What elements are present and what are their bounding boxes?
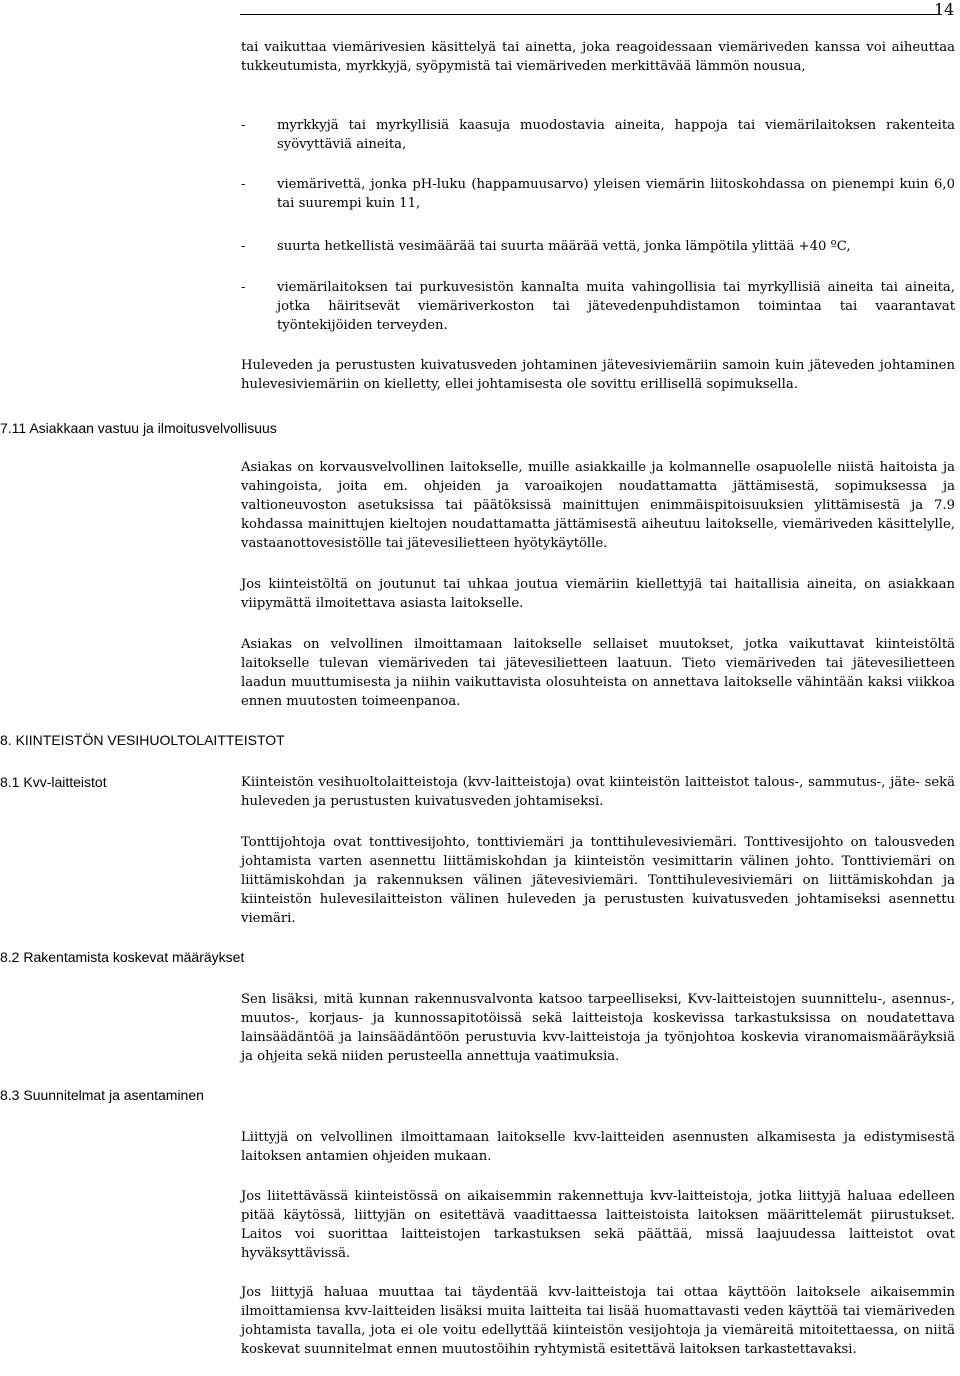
list-item-text: viemärivettä, jonka pH-luku (happamuusarvo) yleisen viemärin liitoskohdassa on pienempi kuin 6,0 tai suurempi kuin 11,	[277, 177, 955, 211]
list-item	[241, 278, 955, 335]
paragraph: Sen lisäksi, mitä kunnan rakennusvalvonta katsoo tarpeelliseksi, Kvv-laitteistojen suunnittelu-, asennus-, muutos-, korjaus- ja kunnossapitotöissä sekä laitteistoja koskevissa tarkastuksissa on noudatettava lainsäädäntöä ja lainsäädäntöön perustuvia kvv-laitteistoja ja työnjohtoa koskevia viranomaismääräyksiä ja ohjeita sekä niiden perusteella annettuja vaatimuksia.	[241, 992, 955, 1064]
intro-continuation: tai vaikuttaa viemärivesien käsittelyä tai ainetta, joka reagoidessaan viemäriveden kanssa voi aiheuttaa tukkeutumista, myrkkyjä, syöpymistä tai viemäriveden merkittävää lämmön nousua,	[241, 40, 955, 74]
paragraph: Jos kiinteistöltä on joutunut tai uhkaa joutua viemäriin kiellettyjä tai haitallisia aineita, on asiakkaan viipymättä ilmoitettava asiasta laitokselle.	[241, 577, 955, 611]
paragraph: Asiakas on velvollinen ilmoittamaan laitokselle sellaiset muutokset, jotka vaikuttavat kiinteistöltä laitokselle tulevan viemäriveden tai jätevesilietteen laatuun. Tieto viemäriveden tai jätevesilietteen laadun muuttumisesta ja niihin vaikuttavista olosuhteista on annettava laitokselle vähintään kaksi viikkoa ennen muutosten toimeenpanoa.	[241, 637, 955, 709]
list-item	[241, 237, 955, 256]
list-item-text: viemärilaitoksen tai purkuvesistön kannalta muita vahingollisia tai myrkyllisiä aineita tai aineita, jotka häiritsevät viemäriverkoston tai jätevedenpuhdistamon toimintaa tai vaarantavat työntekijöiden terveyden.	[277, 280, 955, 333]
bullet-dash: -	[241, 177, 246, 192]
stormwater-paragraph: Huleveden ja perustusten kuivatusveden johtaminen jätevesiviemäriin samoin kuin jäteveden johtaminen hulevesiviemäriin on kielletty, ellei johtamisesta ole sovittu erillisellä sopimuksella.	[241, 358, 955, 392]
section-heading-8-2: 8.2 Rakentamista koskevat määräykset	[0, 949, 245, 965]
bullet-dash: -	[241, 118, 246, 133]
paragraph: Jos liittyjä haluaa muuttaa tai täydentää kvv-laitteistoja tai ottaa käyttöön laitoksele aikaisemmin ilmoittamiensa kvv-laitteiden lisäksi muita laitteita tai lisää huomattavasti veden käyttöä tai viemäriveden johtamista tavalla, jota ei ole voitu edellyttää kiinteistön vesijohtoja ja viemäreitä mitoitettaessa, on niitä koskevat suunnitelmat ennen muutostöihin ryhtymistä esitettävä laitoksen tarkastettavaksi.	[241, 1285, 955, 1357]
list-item-text: myrkkyjä tai myrkyllisiä kaasuja muodostavia aineita, happoja tai viemärilaitoksen rakenteita syövyttäviä aineita,	[277, 118, 955, 152]
paragraph: Liittyjä on velvollinen ilmoittamaan laitokselle kvv-laitteiden asennusten alkamisesta ja edistymisestä laitoksen antamien ohjeiden mukaan.	[241, 1130, 955, 1164]
section-heading-8-3: 8.3 Suunnitelmat ja asentaminen	[0, 1087, 204, 1103]
bullet-dash: -	[241, 280, 246, 295]
paragraph: Jos liitettävässä kiinteistössä on aikaisemmin rakennettuja kvv-laitteistoja, jotka liittyjä haluaa edelleen pitää käytössä, liittyjän on esitettävä vaadittaessa laitteistoista laitoksen määrittelemät piirustukset. Laitos voi suorittaa laitteistojen tarkastuksen sekä päättää, missä laajuudessa laitteistot ovat hyväksyttävissä.	[241, 1189, 955, 1261]
list-item-text: suurta hetkellistä vesimäärää tai suurta määrää vettä, jonka lämpötila ylittää +40 ºC,	[277, 239, 851, 254]
paragraph: Tonttijohtoja ovat tonttivesijohto, tonttiviemäri ja tonttihulevesiviemäri. Tonttivesijohto on talousveden johtamista varten asennettu liittämiskohdan ja kiinteistön vesimittarin välinen johto. Tonttiviemäri on liittämiskohdan ja rakennuksen välinen jätevesiviemäri. Tonttihulevesiviemäri on liittämiskohdan ja kiinteistön hulevesilaitteiston välinen huleveden ja perustusten kuivatusveden johtamiseksi asennettu viemäri.	[241, 835, 955, 926]
list-item	[241, 116, 955, 154]
header-rule	[240, 14, 940, 15]
section-heading-8: 8. KIINTEISTÖN VESIHUOLTOLAITTEISTOT	[0, 732, 285, 748]
page-number: 14	[934, 0, 955, 19]
section-heading-7-11: 7.11 Asiakkaan vastuu ja ilmoitusvelvollisuus	[0, 420, 277, 436]
section-heading-8-1: 8.1 Kvv-laitteistot	[0, 774, 107, 790]
paragraph: Kiinteistön vesihuoltolaitteistoja (kvv-laitteistoja) ovat kiinteistön laitteistot talous-, sammutus-, jäte- sekä huleveden ja perustusten kuivatusveden johtamiseksi.	[241, 775, 955, 809]
bullet-dash: -	[241, 239, 246, 254]
paragraph: Asiakas on korvausvelvollinen laitokselle, muille asiakkaille ja kolmannelle osapuolelle niistä haitoista ja vahingoista, joita em. ohjeiden ja varoaikojen noudattamatta jättämisestä, sopimuksessa ja valtioneuvoston asetuksissa tai päätöksissä mainittujen enimmäispitoisuuksien ylittämisestä ja 7.9 kohdassa mainittujen kieltojen noudattamatta jättämisestä aiheutuu laitokselle, viemäriveden käsittelylle, vastaanottovesistölle tai jätevesilietteen hyötykäytölle.	[241, 460, 955, 551]
list-item	[241, 175, 955, 213]
